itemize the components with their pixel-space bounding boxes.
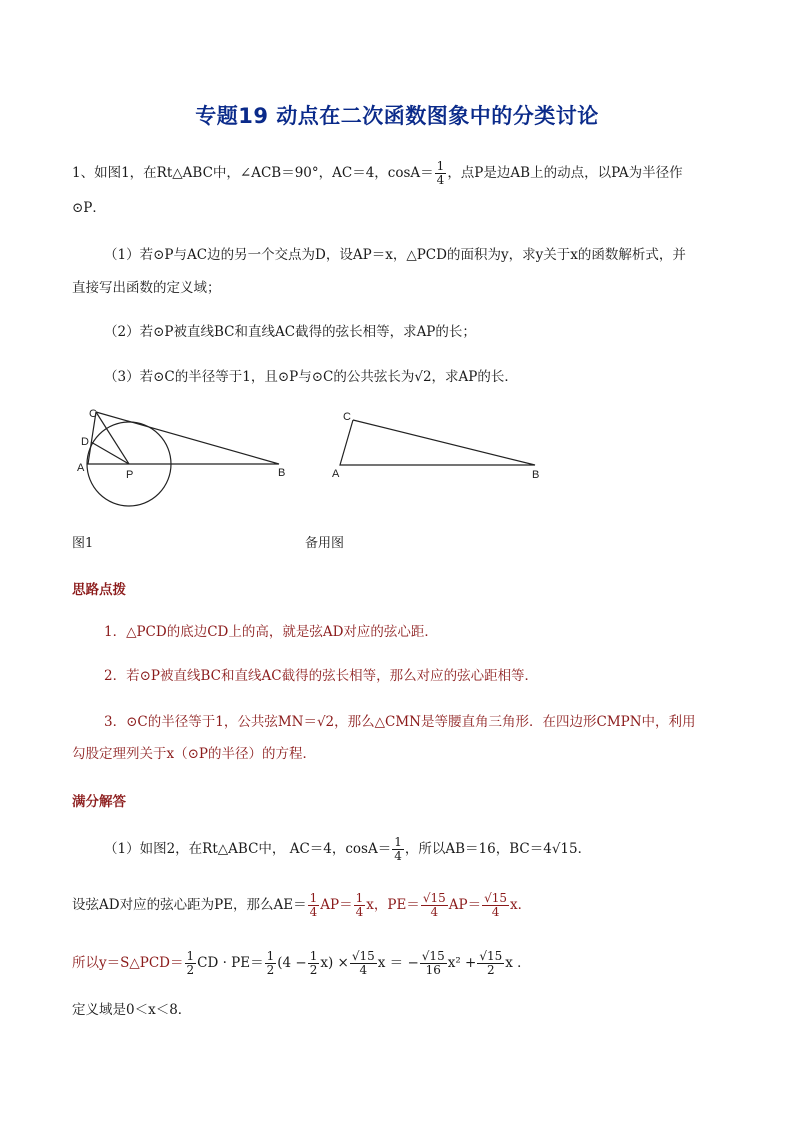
fraction-denominator: 2 xyxy=(309,963,318,977)
solution-text: (4 − xyxy=(277,955,307,971)
label-a: A xyxy=(77,462,85,474)
label-c: C xyxy=(89,408,97,420)
fraction xyxy=(350,950,377,977)
fraction xyxy=(354,892,366,919)
fraction xyxy=(482,892,509,919)
fraction-numerator: 1 xyxy=(186,949,195,963)
figure-1-caption: 图1 xyxy=(72,536,94,551)
label-p: P xyxy=(126,469,134,481)
fraction-denominator: 4 xyxy=(359,963,368,977)
fraction-denominator: 4 xyxy=(394,849,402,863)
solution-text: 所以y＝S△PCD＝ xyxy=(72,955,184,971)
solution-text: AP＝ xyxy=(320,897,353,913)
hints-heading: 思路点拨 xyxy=(72,582,126,598)
fraction-denominator: 4 xyxy=(355,905,364,919)
solution-text: （1）如图2，在Rt△ABC中， AC＝4，cosA＝ xyxy=(104,841,392,857)
fraction xyxy=(435,160,447,187)
fraction-denominator: 16 xyxy=(425,963,441,977)
solution-text: x ． xyxy=(505,955,531,971)
problem-text: 1、如图1，在Rt△ABC中，∠ACB＝90°，AC＝4，cosA＝ xyxy=(72,165,434,181)
hint-2: 2．若⊙P被直线BC和直线AC截得的弦长相等，那么对应的弦心距相等． xyxy=(104,668,539,684)
fraction xyxy=(392,836,404,863)
fraction xyxy=(308,950,320,977)
fraction-numerator: 1 xyxy=(394,835,402,849)
fraction-numerator: 1 xyxy=(309,949,318,963)
segment-dp xyxy=(91,442,129,464)
fraction-denominator: 2 xyxy=(486,963,495,977)
question-3: （3）若⊙C的半径等于1，且⊙P与⊙C的公共弦长为√2，求AP的长． xyxy=(104,369,518,385)
fraction-numerator: 1 xyxy=(309,891,318,905)
fraction xyxy=(308,892,320,919)
solution-text: x² + xyxy=(447,955,477,971)
solution-text: 设弦AD对应的弦心距为PE，那么AE＝ xyxy=(72,897,307,913)
problem-text: ，点P是边AB上的动点，以PA为半径作 xyxy=(447,165,683,181)
fraction xyxy=(477,950,504,977)
solution-text: x，PE＝ xyxy=(366,897,420,913)
solution-text: x ＝ − xyxy=(377,955,419,971)
solution-line-2 xyxy=(72,892,531,919)
question-2: （2）若⊙P被直线BC和直线AC截得的弦长相等，求AP的长； xyxy=(104,324,476,340)
page-title: 专题19 动点在二次函数图象中的分类讨论 xyxy=(195,104,599,128)
solution-text: x． xyxy=(510,897,532,913)
label-c: C xyxy=(343,411,351,423)
fraction xyxy=(420,950,447,977)
fraction-numerator: √15 xyxy=(421,949,445,963)
fraction xyxy=(265,950,277,977)
fraction-numerator: √15 xyxy=(422,891,446,905)
problem-line-1 xyxy=(72,160,683,187)
label-d: D xyxy=(81,436,89,448)
solution-line-4: 定义域是0＜x＜8． xyxy=(72,1002,192,1018)
fraction-numerator: √15 xyxy=(484,891,507,905)
fraction-denominator: 4 xyxy=(309,905,318,919)
figure-2-caption: 备用图 xyxy=(305,536,345,551)
fraction xyxy=(421,892,448,919)
figure-2 xyxy=(325,400,555,485)
solution-text: AP＝ xyxy=(448,897,482,913)
hint-3-line-2: 勾股定理列关于x（⊙P的半径）的方程． xyxy=(72,746,317,762)
hint-1: 1．△PCD的底边CD上的高，就是弦AD对应的弦心距． xyxy=(104,624,438,640)
solution-text: x) × xyxy=(320,955,349,971)
triangle-abc-spare xyxy=(340,420,535,465)
label-a: A xyxy=(332,468,340,480)
solution-line-1 xyxy=(104,836,591,863)
fraction-numerator: 1 xyxy=(436,159,445,173)
fraction-numerator: √15 xyxy=(479,949,503,963)
fraction-numerator: √15 xyxy=(351,949,375,963)
fraction-denominator: 2 xyxy=(266,963,275,977)
fraction-denominator: 4 xyxy=(491,905,500,919)
figure-1 xyxy=(70,400,300,515)
fraction-numerator: 1 xyxy=(266,949,275,963)
label-b: B xyxy=(532,469,540,481)
solution-line-3 xyxy=(72,950,531,977)
fraction-numerator: 1 xyxy=(355,891,364,905)
question-1-line-2: 直接写出函数的定义域； xyxy=(72,280,221,296)
label-b: B xyxy=(278,467,286,479)
solution-text: CD · PE＝ xyxy=(197,955,264,971)
hint-3-line-1: 3．⊙C的半径等于1，公共弦MN＝√2，那么△CMN是等腰直角三角形．在四边形CMPN中，利用 xyxy=(104,714,696,730)
question-1-line-1: （1）若⊙P与AC边的另一个交点为D，设AP＝x，△PCD的面积为y，求y关于x的函数解析式，并 xyxy=(104,247,686,263)
fraction-denominator: 2 xyxy=(186,963,195,977)
fraction-denominator: 4 xyxy=(430,905,439,919)
fraction-denominator: 4 xyxy=(436,173,445,187)
problem-line-2: ⊙P． xyxy=(72,200,106,216)
solution-heading: 满分解答 xyxy=(72,794,126,810)
fraction xyxy=(185,950,197,977)
solution-text: ，所以AB＝16，BC＝4√15． xyxy=(404,841,592,857)
